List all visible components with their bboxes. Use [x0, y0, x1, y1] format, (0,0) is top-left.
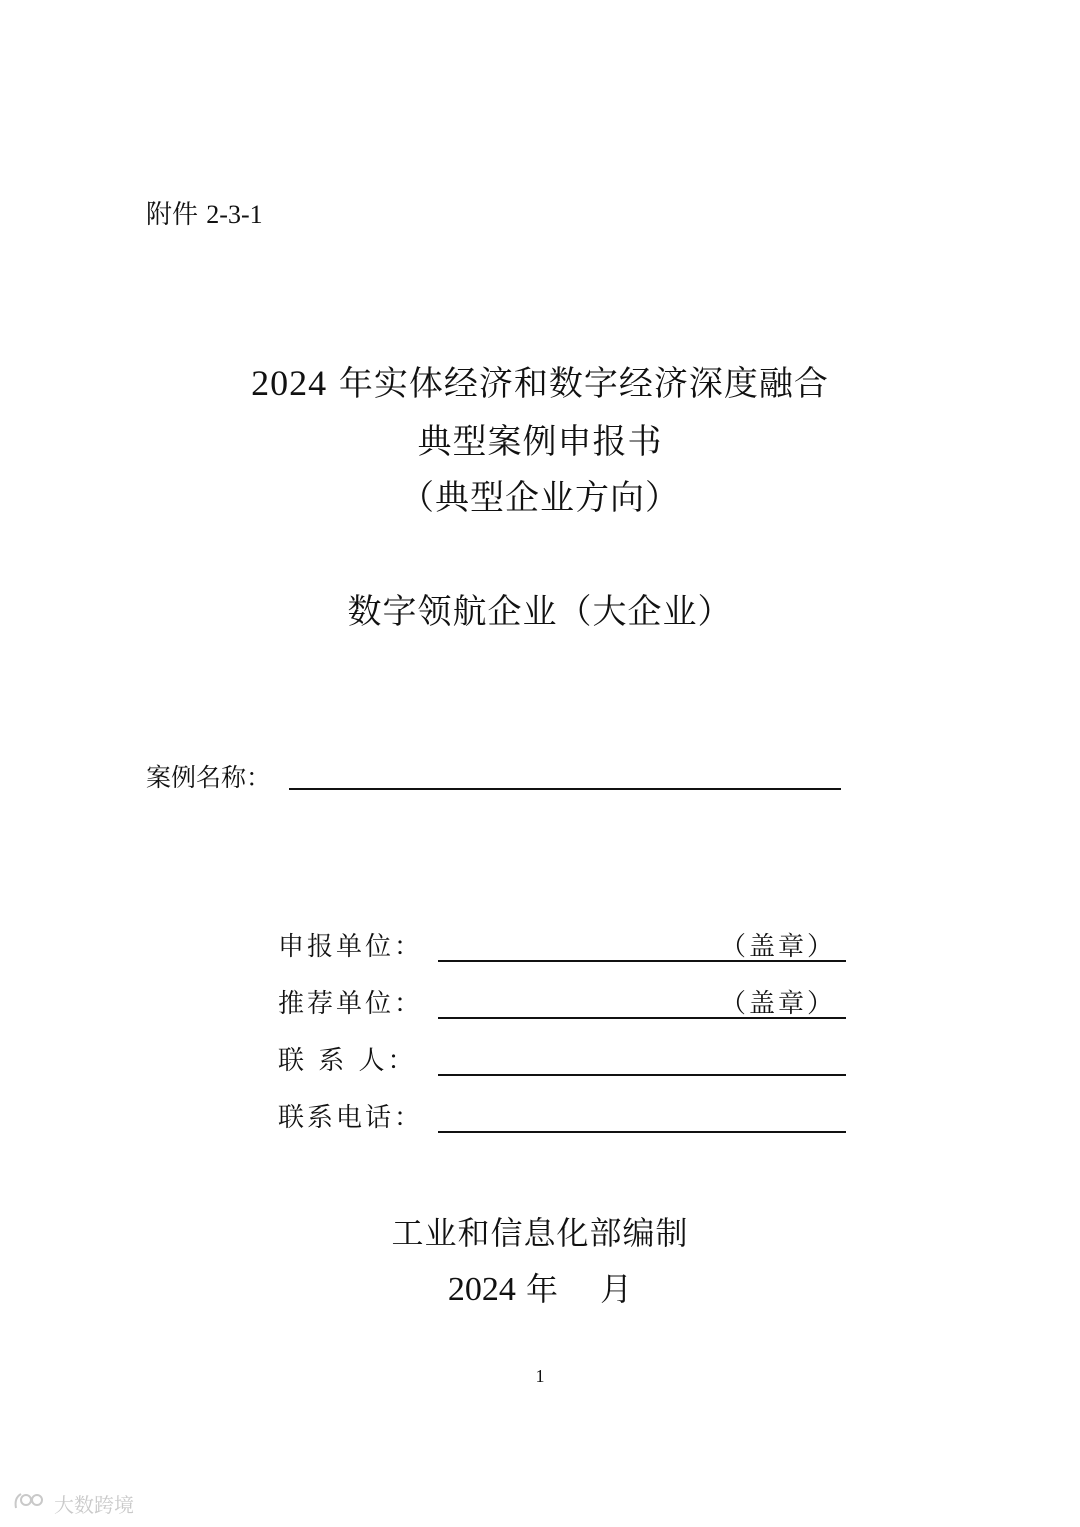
date-rest: 年 月	[515, 1270, 633, 1308]
category-heading: 数字领航企业（大企业）	[347, 592, 733, 632]
watermark-text: 大数跨境	[54, 1492, 134, 1517]
phone-field[interactable]	[438, 1097, 846, 1133]
title-line-3: （典型企业方向）	[400, 478, 680, 518]
date-line	[0, 1264, 1080, 1310]
title-year: 2024	[251, 363, 328, 403]
attachment-prefix: 附件	[146, 200, 199, 230]
watermark-logo-icon	[12, 1490, 48, 1517]
page-number: 1	[535, 1366, 545, 1386]
phone-row	[278, 1097, 848, 1137]
title-line-1	[0, 356, 1080, 405]
contact-label: 联 系 人：	[278, 1046, 417, 1076]
recommender-row	[278, 983, 848, 1023]
contact-row	[278, 1040, 848, 1080]
applicant-field[interactable]	[438, 926, 846, 962]
recommender-seal-note: （盖章）	[719, 989, 836, 1019]
case-name-field[interactable]	[289, 788, 841, 790]
case-name-label: 案例名称：	[146, 763, 272, 792]
date-year: 2024	[447, 1271, 516, 1308]
compiler-line: 工业和信息化部编制	[391, 1214, 689, 1252]
title-line-1-text: 年实体经济和数字经济深度融合	[338, 364, 829, 404]
title-line-2: 典型案例申报书	[417, 422, 663, 462]
attachment-number: 2-3-1	[206, 200, 263, 229]
contact-field[interactable]	[438, 1040, 846, 1076]
applicant-label: 申报单位：	[278, 932, 424, 962]
recommender-label: 推荐单位：	[278, 989, 424, 1019]
recommender-field[interactable]	[438, 983, 846, 1019]
case-name-row	[146, 758, 846, 794]
attachment-label	[146, 194, 263, 231]
applicant-seal-note: （盖章）	[719, 932, 836, 962]
phone-label: 联系电话：	[278, 1103, 424, 1133]
applicant-row	[278, 926, 848, 966]
watermark	[12, 1488, 134, 1518]
